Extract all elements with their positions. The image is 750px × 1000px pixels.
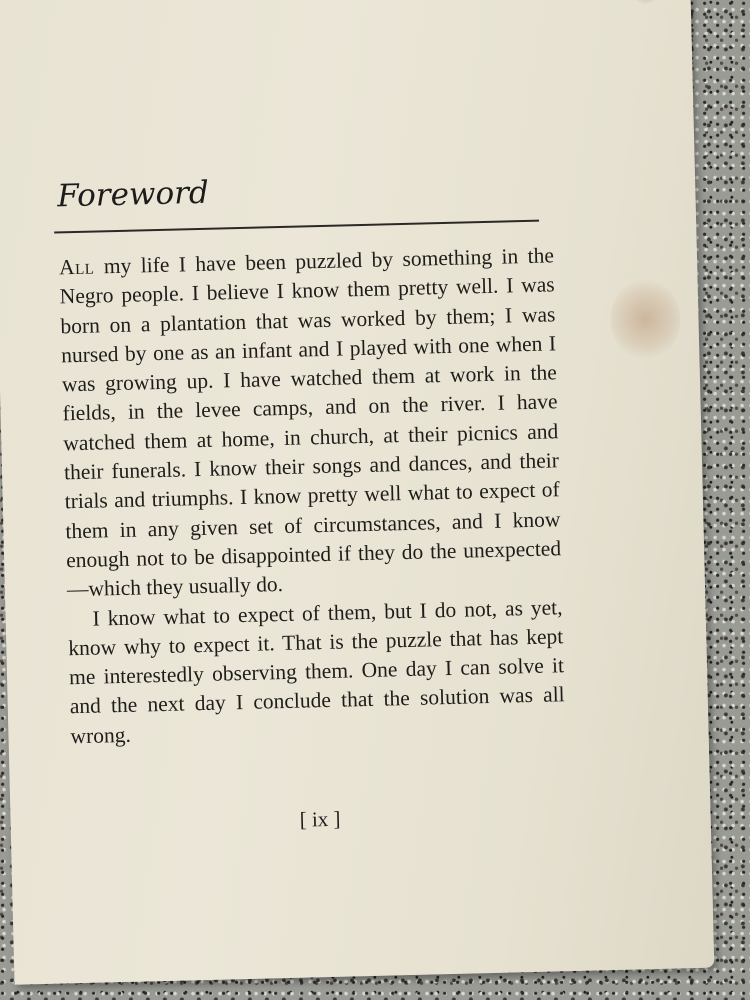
page-stain-small <box>630 0 661 4</box>
paragraph-1-text: my life I have been puzzled by something in the Negro people. I believe I know them pretty well. I was born on a plantation that was worked by them; I was nursed by one as an infant and I played with one when I was growing up. I have watched them at work in the fields, in the levee camps, and on the river. I have watched them at home, in church, at their picnics and their funerals. I know their songs and dances, and their trials and triumphs. I know pretty well what to expect of them in any given set of circumstances, and I know enough not to be disappointed if they do the unexpected—which they usually do. <box>59 243 562 602</box>
heading-rule <box>54 220 539 233</box>
paragraph-1 <box>59 241 562 605</box>
page-stain <box>610 278 682 360</box>
chapter-heading: Foreword <box>56 174 210 215</box>
body-text <box>59 241 566 751</box>
page-number: [ ix ] <box>299 806 341 832</box>
paragraph-lead-word: All <box>58 254 95 280</box>
paragraph-2: I know what to expect of them, but I do not, as yet, know why to expect it. That is the puzzle that has kept me interestedly observing them. One day I can solve it and the next day I conclude that the solution was all wrong. <box>68 594 565 749</box>
